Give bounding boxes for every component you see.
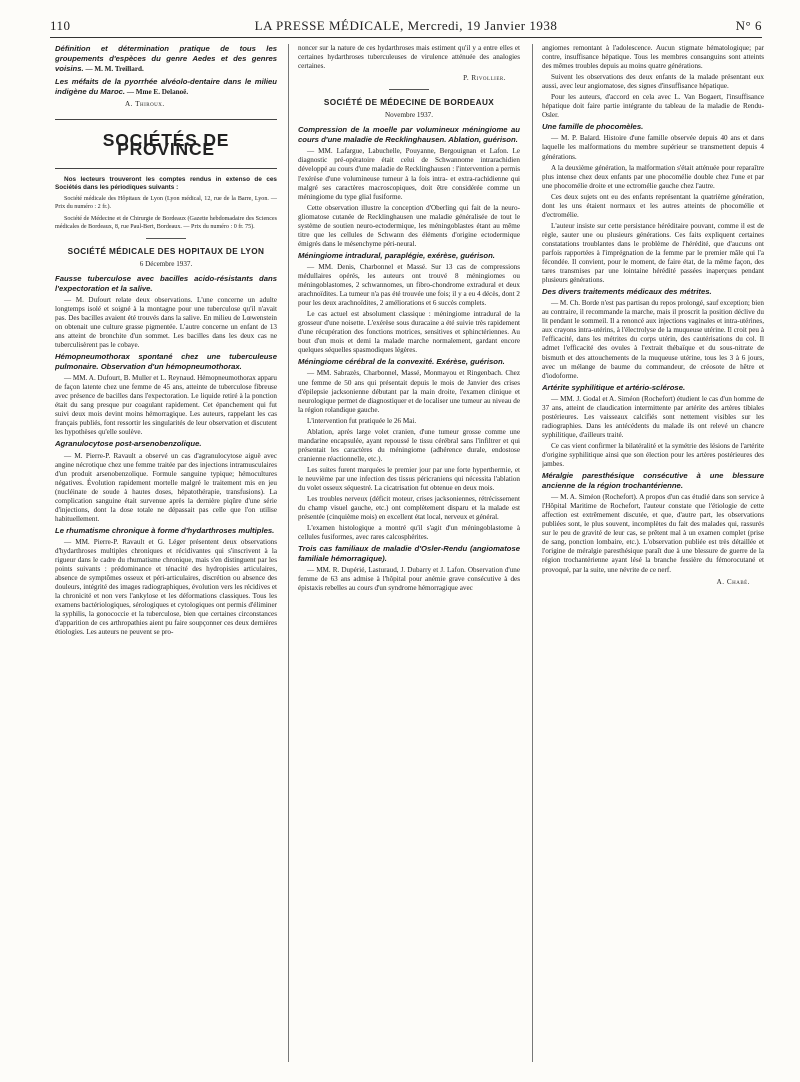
- article-body: — MM. Pierre-P. Ravault et G. Léger présentent deux observations d'hydarthroses multiples chroniques et récidivantes qui s'inscrivent à la rigueur dans le cadre du rhumatisme chronique, mais s'en distinguent par les points suivants : prédominance et ténacité des hydropisies articulaires, absence de symptômes osseux et péri-articulaires, discrétion ou absence des douleurs, intégrité des images radiographiques, évolution vers les récidives et la chronicité et non vers l'ankylose et les déformations classiques. Tous les examens bactériologiques, sérologiques et cytologiques ont permis d'éliminer la syphilis, la gonococcie et la tuberculose, bien que certaines circonstances d'apparition de ces arthropathies aient pu faire soupçonner ces deux dernières étiologies. Les auteurs ne peuvent se pro-: [55, 537, 277, 637]
- article-author: — M. M. Treillard.: [85, 65, 144, 74]
- article-title: Méningiome cérébral de la convexité. Exérèse, guérison.: [298, 357, 505, 367]
- article-body: Pour les auteurs, d'accord en cela avec L. Van Bogaert, l'insuffisance hépatique doit faire partie intégrante du tableau de la maladie de Rendu-Osler.: [542, 93, 764, 120]
- article-title: Artérite syphilitique et artério-sclérose.: [542, 382, 686, 392]
- article-title: Méningiome intradural, paraplégie, exérèse, guérison.: [298, 250, 495, 260]
- article-body: — M. A. Siméon (Rochefort). A propos d'un cas étudié dans son service à l'Hôpital Maritime de Rochefort, l'auteur constate que l'étiologie de cette affection est extrêmement discutée, et que, d'autre part, les observations publiées sont, le plus souvent, incomplètes du fait des malades qui, rassurés sur le peu de gravité de leur cas, se prêtent mal à un examen complet (prise de sang, ponction lombaire, etc.). L'observation publiée est très détaillée et l'origine de méralgie paresthésique paraît due à une blessure de guerre de la région trochantérienne ayant lésé la branche fessière du fémorocutané et provoqué, par la suite, une névrite de ce nerf.: [542, 493, 764, 574]
- article-title: Des divers traitements médicaux des métrites.: [542, 287, 712, 297]
- divider: [389, 89, 429, 90]
- article-author: — Mme E. Delanoë.: [126, 88, 189, 97]
- article-pyorrhee: [55, 77, 277, 97]
- issue-number: N° 6: [735, 18, 762, 33]
- article-body: A la deuxième génération, la malformation s'était atténuée pour reparaître plus intense chez deux enfants par une phocomélie double chez l'une et par une phocomélie droite et une ectromélie gauche chez l'autre.: [542, 163, 764, 190]
- article-body: — MM. A. Dufourt, B. Muller et L. Reynaud. Hémopneumothorax apparu de façon latente chez une femme de 45 ans, atteinte de tuberculose fibreuse avec présence de bacilles dans l'expectoration. Le liquide retiré à la ponction était du sang presque pur coagulant rapidement. Cet épanchement qui fut suivi deux mois devint moins hémorragique. Les auteurs, rappelant les cas français publiés, font ressortir les singularités de leur observation et discutent les hypothèses qu'elle soulève.: [55, 374, 277, 437]
- article-body: — MM. R. Dupérié, Lasturaud, J. Dubarry et J. Lafon. Observation d'une femme de 63 ans admise à l'hôpital pour anémie grave consécutive à des épistaxis rebelles au cours d'un syndrome hémorragique avec: [298, 566, 520, 593]
- section-date: 6 Décembre 1937.: [139, 259, 193, 268]
- article-definition: [55, 44, 277, 74]
- periodical-lyon: Société médicale des Hôpitaux de Lyon (Lyon médical, 12, rue de la Barre, Lyon. — Prix du numéro : 2 fr.).: [55, 196, 277, 211]
- article-body: angiomes remontant à l'adolescence. Aucun stigmate hématologique; par contre, insuffisance hépatique. Tous les membres consanguins sont atteints des mêmes troubles depuis au moins quatre générations.: [542, 44, 764, 71]
- intro-note: Nos lecteurs trouveront les comptes rendus in extenso de ces Sociétés dans les périodiques suivants :: [55, 176, 277, 192]
- column-3: [542, 44, 764, 593]
- article-body: noncer sur la nature de ces hydarthroses mais estiment qu'il y a entre elles et certaines hydarthroses tuberculeuses de virulence atténuée des analogies certaines.: [298, 44, 520, 71]
- journal-title: [50, 18, 762, 34]
- article-body: Le cas actuel est absolument classique : méningiome intradural de la grosseur d'une noisette. L'exérèse sous duracaine a été suivie très rapidement d'une récupération des fonctions motrices, sensitives et sphinctériennes. Au bout d'un mois et demi la malade marche normalement, gardant encore quelques séquelles spasmodiques légères.: [298, 310, 520, 355]
- section-heading: SOCIÉTÉ DE MÉDECINE DE BORDEAUX: [323, 98, 495, 108]
- column-separator: [532, 44, 533, 1062]
- article-body: Les troubles nerveux (déficit moteur, crises jacksoniennes, rétrécissement du champ visuel gauche, etc.) ont complètement disparu et la malade est présentée (cinquième mois) en excellent état local, nerveux et général.: [298, 495, 520, 522]
- signature: A. Thiroux.: [125, 100, 165, 109]
- article-title: Les méfaits de la pyorrhée alvéolo-dentaire dans le milieu indigène du Maroc.: [55, 77, 277, 97]
- column-separator: [288, 44, 289, 1062]
- header-rule: [50, 37, 762, 38]
- article-body: L'auteur insiste sur cette persistance héréditaire pouvant, comme il est de règle, sauter une ou plusieurs générations. Ces faits expliquent certaines constatations troublantes dans le problème de l'hérédité, que d'aucuns ont parfois rapportées à l'imprégnation de la femme par le premier mâle qui l'a fécondée. Il convient, pour le moment, de faire état, de la même façon, des tares transmises par une lointaine hérédité passées inaperçues pendant plusieurs générations.: [542, 221, 764, 285]
- section-rule: [55, 119, 277, 120]
- article-title: Méralgie paresthésique consécutive à une blessure ancienne de la région trochantérienne.: [542, 471, 764, 491]
- article-body: — M. Ch. Borde n'est pas partisan du repos prolongé, sauf exception; bien au contraire, il recommande la marche, mais il proscrit la position déclive du lit pendant le sommeil. Il a renoncé aux injections vaginales et intra-utérines, aux crayons intra-utérins, à l'électrolyse de la muqueuse utérine. Il croit peu à l'efficacité, dans les métrites du corps utérin, des cautérisations du col. Il admet l'efficacité des ovules à l'extrait thébaïque et du sous-nitrate de bismuth et des attouchements de la muqueuse utérine, tous les 3 à 6 jours, avec un mélange de baume du commandeur, de créosote de hêtre et d'iodoforme.: [542, 299, 764, 380]
- section-date: Novembre 1937.: [385, 111, 433, 120]
- issue-date: Mercredi, 19 Janvier 1938: [407, 18, 558, 33]
- section-rule: [55, 168, 277, 169]
- article-title: Le rhumatisme chronique à forme d'hydarthroses multiples.: [55, 525, 275, 535]
- column-2: [298, 44, 520, 596]
- column-1: [55, 44, 277, 639]
- article-body: Ces deux sujets ont eu des enfants représentant la quatrième génération, dont les uns étaient normaux et les autres atteints de phocomélie et d'ectromélie.: [542, 192, 764, 219]
- article-body: — MM. J. Godal et A. Siméon (Rochefort) étudient le cas d'un homme de 37 ans, atteint de claudication intermittente par artérite des artères tibiales postérieures. Les vaisseaux calcifiés sont nettement visibles sur les radiographies. Dans les antécédents du malade ils ont relevé un chancre syphilitique, d'ailleurs traité.: [542, 394, 764, 439]
- periodical-bordeaux: Société de Médecine et de Chirurgie de Bordeaux (Gazette hebdomadaire des Sciences médicales de Bordeaux, 8, rue Paul-Bert, Bordeaux. — Prix du numéro : 0 fr. 75).: [55, 215, 277, 230]
- signature: P. Rivollier.: [463, 74, 506, 83]
- divider: [146, 238, 186, 239]
- article-body: L'intervention fut pratiquée le 26 Mai.: [307, 416, 417, 425]
- journal-name: LA PRESSE MÉDICALE,: [254, 18, 404, 33]
- article-body: Suivent les observations des deux enfants de la malade présentant eux aussi, avec leur angiomatose, des signes d'insuffisance hépatique.: [542, 73, 764, 91]
- article-title: Compression de la moelle par volumineux méningiome au cours d'une maladie de Recklinghausen. Ablation, guérison.: [298, 125, 520, 145]
- article-body: — MM. Denis, Charbonnel et Massé. Sur 13 cas de compressions médullaires opérés, les auteurs ont trouvé 8 méningiomes ou méningoblastomes, 2 schwannomes, un fibro-chondrome extradural et deux arachnoïdites. La tumeur n'a pas été trouvée une fois; il y a eu 4 décès, dont 2 pour les deux arachnoïdites, 2 améliorations et 6 succès complets.: [298, 262, 520, 308]
- article-body: — M. Dufourt relate deux observations. L'une concerne un adulte longtemps isolé et soigné à la montagne pour une tuberculose qu'il n'avait pas. Des bacilles avaient été trouvés dans la salive. En milieu de Lœwenstein on obtenait une culture grasse pigmentée. L'autre concerne un enfant de 13 ans atteint de bronchite d'un sommet. Les bacilles dans les deux cas ne tuberculisèrent pas le cobaye.: [55, 295, 277, 349]
- article-body: Les suites furent marquées le premier jour par une forte hyperthermie, et le neuvième par une infection des tissus péricraniens qui nécessita l'ablation du volet osseux séquestré. La cicatrisation fut obtenue en deux mois.: [298, 465, 520, 493]
- article-title: Une famille de phocomèles.: [542, 122, 644, 132]
- signature: A. Chabé.: [716, 577, 750, 586]
- page-number: 110: [50, 18, 71, 33]
- article-body: — MM. Lafargue, Labuchelle, Pouyanne, Bergouignan et Lafon. Le diagnostic pré-opératoire était celui de Schwannome intrarachidien développé au cours d'une maladie de Recklinghausen : l'intervention a permis l'exérèse d'une volumineuse tumeur à la fois intra- et extra-rachidienne qui malgré ses caractères macroscopiques, doit être considérée comme un méningiome du type glial fusiforme.: [298, 147, 520, 201]
- running-header: [50, 18, 762, 34]
- article-title: Fausse tuberculose avec bacilles acido-résistants dans l'expectoration et la salive.: [55, 273, 277, 293]
- article-body: — M. P. Balard. Histoire d'une famille observée depuis 40 ans et dans laquelle les malformations du membre supérieur se transmettent depuis 4 générations.: [542, 134, 764, 161]
- article-body: Ablation, après large volet cranien, d'une tumeur grosse comme une mandarine encapsulée, ayant repoussé le tissu cérébral sans l'infiltrer et qui présentait les caractères du méningiome (adhérence durale, endostose cranienne réactionnelle, etc.).: [298, 427, 520, 463]
- article-body: Ce cas vient confirmer la bilatéralité et la symétrie des lésions de l'artérite d'origine syphilitique ainsi que son élection pour les artères postérieures des jambes.: [542, 441, 764, 469]
- article-body: Cette observation illustre la conception d'Oberling qui fait de la neuro-gliomatose cutanée de Recklinghausen une maladie généralisée de tout le système de soutien neuro-ectodermique, les méningoblastes étant au même titre que les cellules de Schwann des éléments d'origine ectodermique émigrés dans le mésenchyme péri-neural.: [298, 203, 520, 248]
- article-title: Définition et détermination pratique de tous les groupements d'espèces du genre Aedes et des genres voisins.: [55, 44, 277, 74]
- page-title: SOCIÉTÉS DE PROVINCE: [102, 130, 230, 160]
- article-title: Agranulocytose post-arsenobenzolique.: [55, 439, 202, 449]
- article-title: Trois cas familiaux de maladie d'Osler-Rendu (angiomatose familiale hémorragique).: [298, 544, 520, 564]
- section-heading: SOCIÉTÉ MÉDICALE DES HOPITAUX DE LYON: [67, 246, 265, 256]
- article-title: Hémopneumothorax spontané chez une tuberculeuse pulmonaire. Observation d'un hémopneumothorax.: [55, 352, 277, 372]
- article-body: L'examen histologique a montré qu'il s'agit d'un méningoblastome à cellules fusiformes, avec rares calcosphérites.: [298, 524, 520, 542]
- article-body: — MM. Sabrazès, Charbonnel, Massé, Monmayou et Ringenbach. Chez une femme de 50 ans qui présentait depuis le mois de Janvier des crises d'épilepsie jacksonienne débutant par la main droite, l'examen clinique et neurologique permet de diagnostiquer et de localiser une tumeur au niveau de la région rolandique gauche.: [298, 369, 520, 414]
- article-body: — M. Pierre-P. Ravault a observé un cas d'agranulocytose aiguë avec angine nécrotique chez une femme traitée par des injections intramusculaires d'un produit arsenobenzolique. Formule sanguine typique; hémocultures négatives. Évolution rapidement mortelle malgré le traitement mis en jeu (nucléinate de soude à hautes doses, hépatothérapie, transfusions). La complication sanguine était survenue après la dernière piqûre d'une série d'injections, dont la dose totale ne dépassait pas celle que l'on utilise habituellement.: [55, 451, 277, 523]
